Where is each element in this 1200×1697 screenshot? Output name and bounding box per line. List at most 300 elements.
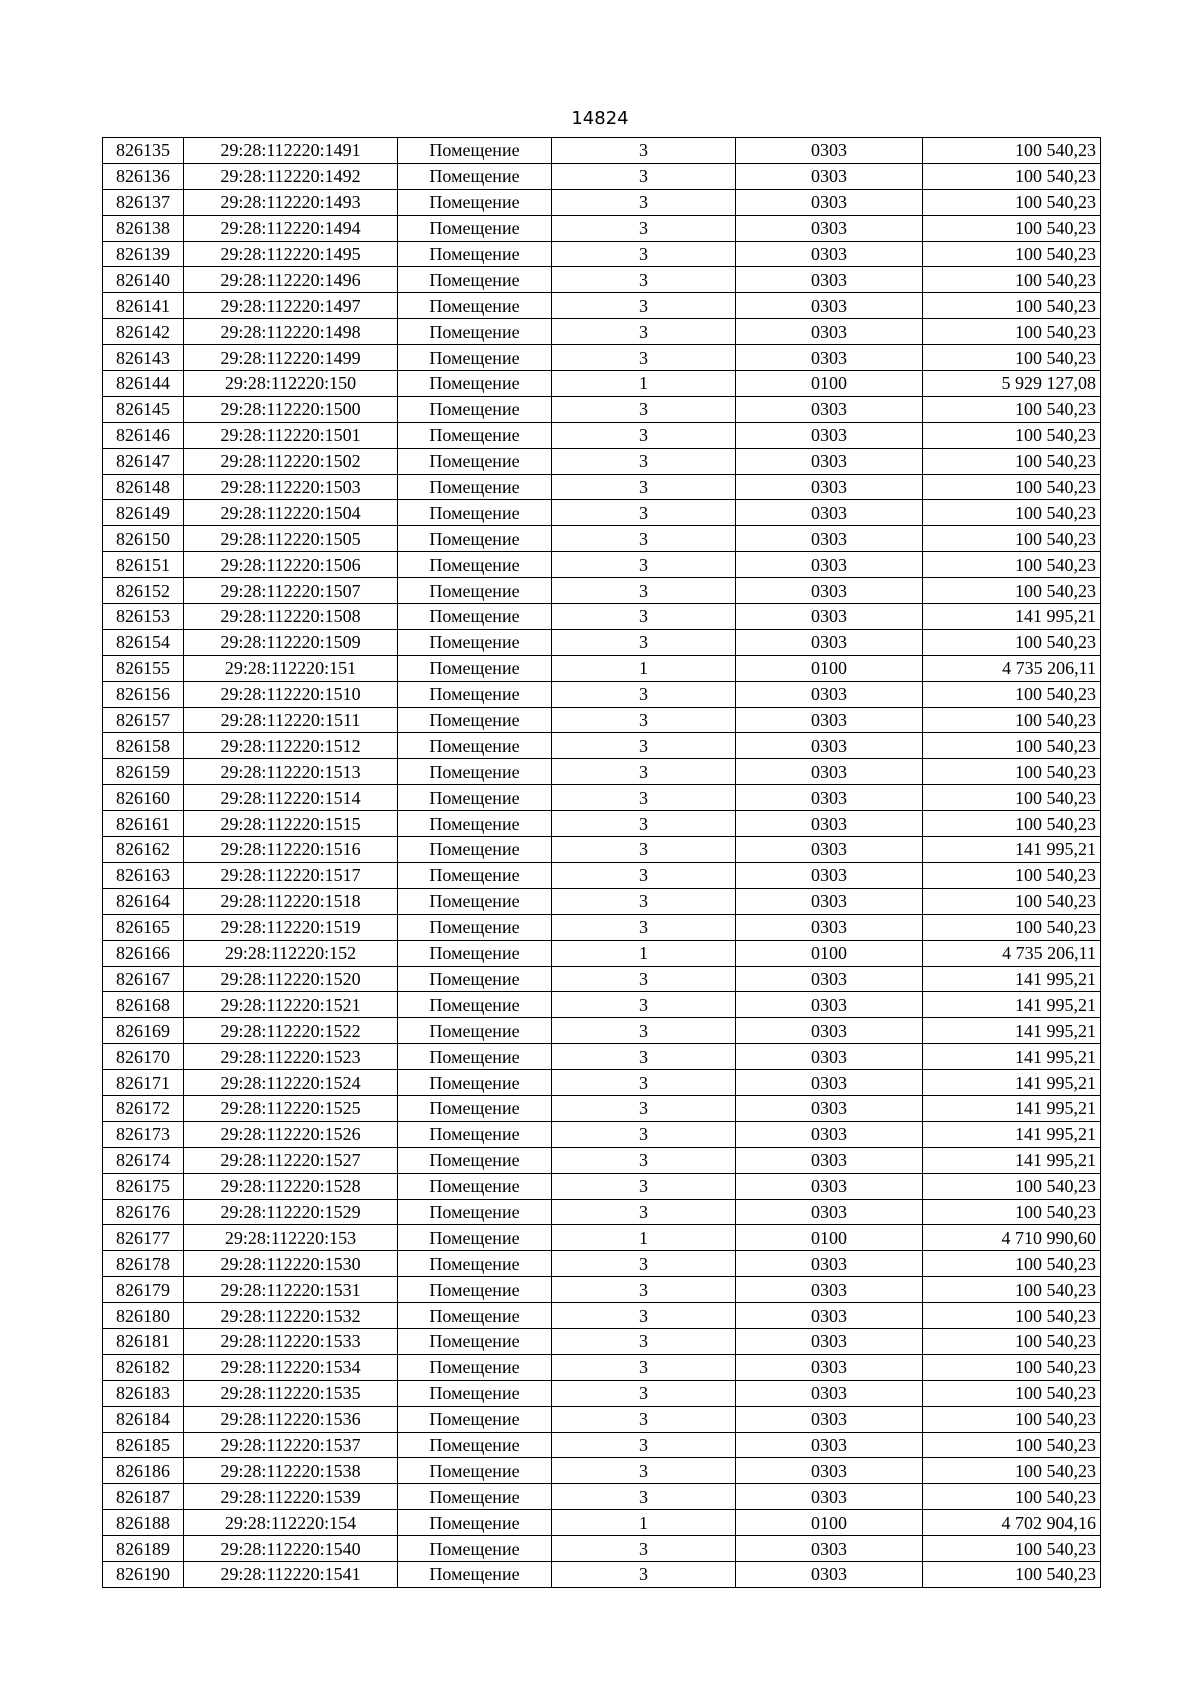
cadastral-value-cell: 100 540,23 [923,396,1101,422]
cadastral-number-cell: 29:28:112220:1524 [184,1070,398,1096]
code-cell: 0303 [736,138,923,164]
object-type-cell: Помещение [398,1536,552,1562]
group-cell: 3 [552,888,736,914]
object-type-cell: Помещение [398,526,552,552]
table-row [103,681,1101,707]
cadastral-value-cell: 4 735 206,11 [923,655,1101,681]
cadastral-value-cell: 100 540,23 [923,1277,1101,1303]
cadastral-value-cell: 4 702 904,16 [923,1510,1101,1536]
table-row [103,1225,1101,1251]
object-type-cell: Помещение [398,215,552,241]
group-cell: 3 [552,448,736,474]
cadastral-value-cell: 141 995,21 [923,1121,1101,1147]
group-cell: 3 [552,1328,736,1354]
object-type-cell: Помещение [398,1147,552,1173]
cadastral-number-cell: 29:28:112220:1503 [184,474,398,500]
cadastral-value-cell: 100 540,23 [923,345,1101,371]
table-row [103,940,1101,966]
object-type-cell: Помещение [398,914,552,940]
row-number-cell: 826175 [103,1173,184,1199]
group-cell: 3 [552,189,736,215]
table-row [103,1018,1101,1044]
group-cell: 3 [552,1121,736,1147]
table-row [103,422,1101,448]
object-type-cell: Помещение [398,293,552,319]
cadastral-value-cell: 100 540,23 [923,811,1101,837]
code-cell: 0100 [736,1225,923,1251]
table-row [103,733,1101,759]
table-row [103,1458,1101,1484]
group-cell: 3 [552,837,736,863]
row-number-cell: 826182 [103,1354,184,1380]
cadastral-number-cell: 29:28:112220:1499 [184,345,398,371]
cadastral-number-cell: 29:28:112220:1491 [184,138,398,164]
object-type-cell: Помещение [398,629,552,655]
group-cell: 3 [552,267,736,293]
cadastral-value-cell: 100 540,23 [923,293,1101,319]
cadastral-number-cell: 29:28:112220:1537 [184,1432,398,1458]
table-row [103,319,1101,345]
object-type-cell: Помещение [398,811,552,837]
cadastral-number-cell: 29:28:112220:1531 [184,1277,398,1303]
table-row [103,862,1101,888]
object-type-cell: Помещение [398,422,552,448]
cadastral-number-cell: 29:28:112220:1504 [184,500,398,526]
code-cell: 0303 [736,189,923,215]
code-cell: 0303 [736,1380,923,1406]
code-cell: 0303 [736,629,923,655]
row-number-cell: 826166 [103,940,184,966]
row-number-cell: 826144 [103,371,184,397]
table-row [103,1147,1101,1173]
cadastral-number-cell: 29:28:112220:1520 [184,966,398,992]
object-type-cell: Помещение [398,1484,552,1510]
code-cell: 0303 [736,241,923,267]
object-type-cell: Помещение [398,1380,552,1406]
code-cell: 0303 [736,733,923,759]
group-cell: 3 [552,500,736,526]
cadastral-value-cell: 100 540,23 [923,862,1101,888]
cadastral-value-cell: 141 995,21 [923,1044,1101,1070]
table-row [103,371,1101,397]
object-type-cell: Помещение [398,992,552,1018]
cadastral-number-cell: 29:28:112220:1497 [184,293,398,319]
object-type-cell: Помещение [398,1303,552,1329]
object-type-cell: Помещение [398,1199,552,1225]
object-type-cell: Помещение [398,1354,552,1380]
object-type-cell: Помещение [398,163,552,189]
row-number-cell: 826152 [103,578,184,604]
table-row [103,1561,1101,1587]
code-cell: 0303 [736,1121,923,1147]
table-row [103,1510,1101,1536]
row-number-cell: 826161 [103,811,184,837]
cadastral-value-cell: 100 540,23 [923,241,1101,267]
cadastral-number-cell: 29:28:112220:1539 [184,1484,398,1510]
table-row [103,1044,1101,1070]
row-number-cell: 826156 [103,681,184,707]
group-cell: 3 [552,215,736,241]
object-type-cell: Помещение [398,552,552,578]
code-cell: 0303 [736,966,923,992]
table-row [103,396,1101,422]
cadastral-number-cell: 29:28:112220:1495 [184,241,398,267]
cadastral-number-cell: 29:28:112220:1536 [184,1406,398,1432]
object-type-cell: Помещение [398,785,552,811]
code-cell: 0303 [736,1277,923,1303]
cadastral-value-cell: 100 540,23 [923,474,1101,500]
object-type-cell: Помещение [398,578,552,604]
cadastral-value-cell: 100 540,23 [923,1251,1101,1277]
table-row [103,1303,1101,1329]
code-cell: 0303 [736,422,923,448]
cadastral-value-cell: 100 540,23 [923,138,1101,164]
object-type-cell: Помещение [398,500,552,526]
cadastral-number-cell: 29:28:112220:1529 [184,1199,398,1225]
group-cell: 3 [552,1406,736,1432]
row-number-cell: 826181 [103,1328,184,1354]
cadastral-value-cell: 5 929 127,08 [923,371,1101,397]
row-number-cell: 826154 [103,629,184,655]
code-cell: 0303 [736,1199,923,1225]
code-cell: 0303 [736,526,923,552]
code-cell: 0303 [736,500,923,526]
table-row [103,241,1101,267]
cadastral-value-cell: 100 540,23 [923,552,1101,578]
cadastral-number-cell: 29:28:112220:1540 [184,1536,398,1562]
group-cell: 3 [552,1432,736,1458]
group-cell: 3 [552,1070,736,1096]
cadastral-number-cell: 29:28:112220:1492 [184,163,398,189]
group-cell: 3 [552,1354,736,1380]
cadastral-value-cell: 100 540,23 [923,215,1101,241]
group-cell: 3 [552,992,736,1018]
group-cell: 3 [552,759,736,785]
code-cell: 0303 [736,1044,923,1070]
group-cell: 3 [552,1018,736,1044]
table-row [103,1251,1101,1277]
row-number-cell: 826143 [103,345,184,371]
row-number-cell: 826149 [103,500,184,526]
row-number-cell: 826172 [103,1095,184,1121]
code-cell: 0303 [736,1484,923,1510]
cadastral-number-cell: 29:28:112220:1527 [184,1147,398,1173]
code-cell: 0303 [736,837,923,863]
row-number-cell: 826189 [103,1536,184,1562]
group-cell: 3 [552,1095,736,1121]
cadastral-number-cell: 29:28:112220:1526 [184,1121,398,1147]
code-cell: 0303 [736,1095,923,1121]
object-type-cell: Помещение [398,319,552,345]
row-number-cell: 826168 [103,992,184,1018]
table-row [103,1354,1101,1380]
row-number-cell: 826173 [103,1121,184,1147]
code-cell: 0303 [736,1173,923,1199]
table-row [103,500,1101,526]
row-number-cell: 826145 [103,396,184,422]
table-row [103,138,1101,164]
cadastral-value-cell: 100 540,23 [923,578,1101,604]
code-cell: 0100 [736,655,923,681]
table-row [103,578,1101,604]
table-row [103,448,1101,474]
cadastral-number-cell: 29:28:112220:1519 [184,914,398,940]
cadastral-value-cell: 100 540,23 [923,422,1101,448]
cadastral-number-cell: 29:28:112220:1541 [184,1561,398,1587]
table-row [103,707,1101,733]
code-cell: 0303 [736,1561,923,1587]
group-cell: 3 [552,681,736,707]
table-row [103,1121,1101,1147]
object-type-cell: Помещение [398,345,552,371]
code-cell: 0303 [736,215,923,241]
row-number-cell: 826185 [103,1432,184,1458]
table-row [103,992,1101,1018]
group-cell: 3 [552,1277,736,1303]
cadastral-value-cell: 100 540,23 [923,888,1101,914]
group-cell: 3 [552,785,736,811]
page-number: 14824 [571,108,629,129]
group-cell: 3 [552,319,736,345]
row-number-cell: 826151 [103,552,184,578]
cadastral-number-cell: 29:28:112220:1505 [184,526,398,552]
code-cell: 0303 [736,862,923,888]
group-cell: 3 [552,1173,736,1199]
code-cell: 0303 [736,681,923,707]
row-number-cell: 826138 [103,215,184,241]
cadastral-value-cell: 141 995,21 [923,992,1101,1018]
code-cell: 0303 [736,707,923,733]
cadastral-number-cell: 29:28:112220:1514 [184,785,398,811]
row-number-cell: 826174 [103,1147,184,1173]
table-row [103,1173,1101,1199]
group-cell: 3 [552,345,736,371]
group-cell: 1 [552,371,736,397]
table-row [103,604,1101,630]
object-type-cell: Помещение [398,1458,552,1484]
object-type-cell: Помещение [398,604,552,630]
cadastral-value-cell: 100 540,23 [923,500,1101,526]
row-number-cell: 826187 [103,1484,184,1510]
cadastral-number-cell: 29:28:112220:1515 [184,811,398,837]
cadastral-value-cell: 100 540,23 [923,707,1101,733]
row-number-cell: 826162 [103,837,184,863]
code-cell: 0303 [736,759,923,785]
cadastral-number-cell: 29:28:112220:1522 [184,1018,398,1044]
table-row [103,785,1101,811]
cadastral-number-cell: 29:28:112220:1533 [184,1328,398,1354]
cadastral-number-cell: 29:28:112220:1532 [184,1303,398,1329]
row-number-cell: 826176 [103,1199,184,1225]
object-type-cell: Помещение [398,733,552,759]
group-cell: 1 [552,1510,736,1536]
code-cell: 0100 [736,371,923,397]
row-number-cell: 826188 [103,1510,184,1536]
table-row [103,474,1101,500]
object-type-cell: Помещение [398,1044,552,1070]
code-cell: 0303 [736,1536,923,1562]
code-cell: 0303 [736,1328,923,1354]
cadastral-number-cell: 29:28:112220:1523 [184,1044,398,1070]
group-cell: 3 [552,966,736,992]
row-number-cell: 826167 [103,966,184,992]
cadastral-value-cell: 100 540,23 [923,681,1101,707]
cadastral-number-cell: 29:28:112220:1518 [184,888,398,914]
cadastral-number-cell: 29:28:112220:1510 [184,681,398,707]
code-cell: 0303 [736,1070,923,1096]
code-cell: 0303 [736,1458,923,1484]
cadastral-value-cell: 100 540,23 [923,1354,1101,1380]
code-cell: 0303 [736,552,923,578]
row-number-cell: 826142 [103,319,184,345]
cadastral-value-cell: 4 735 206,11 [923,940,1101,966]
cadastral-value-cell: 141 995,21 [923,966,1101,992]
cadastral-value-cell: 141 995,21 [923,604,1101,630]
code-cell: 0303 [736,604,923,630]
cadastral-value-cell: 100 540,23 [923,163,1101,189]
row-number-cell: 826158 [103,733,184,759]
cadastral-number-cell: 29:28:112220:1516 [184,837,398,863]
cadastral-value-cell: 100 540,23 [923,914,1101,940]
row-number-cell: 826171 [103,1070,184,1096]
cadastral-number-cell: 29:28:112220:1534 [184,1354,398,1380]
row-number-cell: 826146 [103,422,184,448]
row-number-cell: 826179 [103,1277,184,1303]
row-number-cell: 826178 [103,1251,184,1277]
group-cell: 3 [552,1044,736,1070]
cadastral-number-cell: 29:28:112220:1493 [184,189,398,215]
object-type-cell: Помещение [398,1018,552,1044]
cadastral-value-cell: 100 540,23 [923,629,1101,655]
group-cell: 3 [552,422,736,448]
group-cell: 3 [552,1561,736,1587]
table-row [103,552,1101,578]
cadastral-value-cell: 100 540,23 [923,448,1101,474]
cadastral-value-cell: 100 540,23 [923,759,1101,785]
object-type-cell: Помещение [398,371,552,397]
row-number-cell: 826159 [103,759,184,785]
table-row [103,163,1101,189]
table-row [103,966,1101,992]
row-number-cell: 826141 [103,293,184,319]
row-number-cell: 826148 [103,474,184,500]
code-cell: 0100 [736,940,923,966]
table-row [103,759,1101,785]
cadastral-number-cell: 29:28:112220:151 [184,655,398,681]
cadastral-number-cell: 29:28:112220:154 [184,1510,398,1536]
group-cell: 1 [552,655,736,681]
cadastral-number-cell: 29:28:112220:152 [184,940,398,966]
group-cell: 3 [552,1484,736,1510]
row-number-cell: 826155 [103,655,184,681]
object-type-cell: Помещение [398,138,552,164]
row-number-cell: 826180 [103,1303,184,1329]
group-cell: 3 [552,138,736,164]
group-cell: 3 [552,1147,736,1173]
object-type-cell: Помещение [398,966,552,992]
group-cell: 3 [552,1536,736,1562]
table-row [103,1199,1101,1225]
group-cell: 3 [552,733,736,759]
object-type-cell: Помещение [398,707,552,733]
row-number-cell: 826165 [103,914,184,940]
row-number-cell: 826170 [103,1044,184,1070]
code-cell: 0303 [736,992,923,1018]
code-cell: 0303 [736,785,923,811]
code-cell: 0303 [736,914,923,940]
table-row [103,189,1101,215]
registry-table [102,137,1101,1588]
table-row [103,655,1101,681]
code-cell: 0303 [736,811,923,837]
cadastral-number-cell: 29:28:112220:1500 [184,396,398,422]
row-number-cell: 826139 [103,241,184,267]
object-type-cell: Помещение [398,474,552,500]
row-number-cell: 826160 [103,785,184,811]
object-type-cell: Помещение [398,189,552,215]
cadastral-value-cell: 100 540,23 [923,526,1101,552]
cadastral-value-cell: 100 540,23 [923,1432,1101,1458]
group-cell: 3 [552,293,736,319]
cadastral-number-cell: 29:28:112220:1538 [184,1458,398,1484]
cadastral-number-cell: 29:28:112220:153 [184,1225,398,1251]
code-cell: 0303 [736,448,923,474]
cadastral-value-cell: 4 710 990,60 [923,1225,1101,1251]
cadastral-number-cell: 29:28:112220:1535 [184,1380,398,1406]
object-type-cell: Помещение [398,396,552,422]
code-cell: 0303 [736,345,923,371]
group-cell: 1 [552,940,736,966]
table-row [103,888,1101,914]
cadastral-number-cell: 29:28:112220:1512 [184,733,398,759]
group-cell: 3 [552,629,736,655]
object-type-cell: Помещение [398,1277,552,1303]
cadastral-number-cell: 29:28:112220:1507 [184,578,398,604]
cadastral-value-cell: 141 995,21 [923,837,1101,863]
object-type-cell: Помещение [398,1095,552,1121]
object-type-cell: Помещение [398,448,552,474]
cadastral-value-cell: 100 540,23 [923,189,1101,215]
cadastral-number-cell: 29:28:112220:1501 [184,422,398,448]
code-cell: 0303 [736,1406,923,1432]
row-number-cell: 826135 [103,138,184,164]
table-row [103,215,1101,241]
cadastral-value-cell: 100 540,23 [923,1328,1101,1354]
object-type-cell: Помещение [398,1121,552,1147]
code-cell: 0303 [736,474,923,500]
row-number-cell: 826169 [103,1018,184,1044]
table-row [103,267,1101,293]
code-cell: 0303 [736,1251,923,1277]
row-number-cell: 826140 [103,267,184,293]
object-type-cell: Помещение [398,1406,552,1432]
row-number-cell: 826190 [103,1561,184,1587]
registry-table-body [103,138,1101,1588]
object-type-cell: Помещение [398,681,552,707]
cadastral-value-cell: 100 540,23 [923,267,1101,293]
object-type-cell: Помещение [398,655,552,681]
group-cell: 3 [552,862,736,888]
object-type-cell: Помещение [398,1225,552,1251]
cadastral-value-cell: 100 540,23 [923,733,1101,759]
table-row [103,293,1101,319]
row-number-cell: 826153 [103,604,184,630]
row-number-cell: 826177 [103,1225,184,1251]
group-cell: 1 [552,1225,736,1251]
cadastral-value-cell: 141 995,21 [923,1147,1101,1173]
cadastral-number-cell: 29:28:112220:1513 [184,759,398,785]
cadastral-value-cell: 141 995,21 [923,1095,1101,1121]
